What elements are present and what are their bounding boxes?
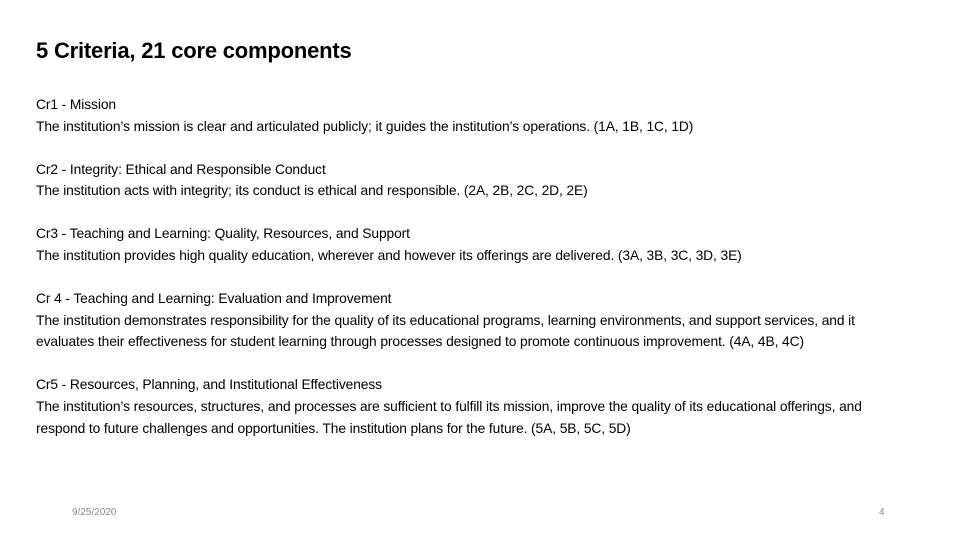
criterion-description: The institution’s resources, structures, and processes are sufficient to fulfill its mission, improve the quality of its educational offerings, and respond to future challenges and opportunities. The institution plans for the future. (5A, 5B, 5C, 5D) <box>36 398 862 436</box>
criterion-heading: Cr5 - Resources, Planning, and Institutional Effectiveness <box>36 377 382 393</box>
criterion-4 <box>36 288 866 353</box>
slide-title: 5 Criteria, 21 core components <box>36 38 352 63</box>
criterion-description: The institution acts with integrity; its conduct is ethical and responsible. (2A, 2B, 2C, 2D, 2E) <box>36 183 588 199</box>
criterion-heading: Cr1 - Mission <box>36 97 116 112</box>
criterion-description: The institution’s mission is clear and articulated publicly; it guides the institution’s operations. (1A, 1B, 1C, 1D) <box>36 118 694 134</box>
criterion-3 <box>36 223 866 266</box>
criterion-description: The institution provides high quality education, wherever and however its offerings are delivered. (3A, 3B, 3C, 3D, 3E) <box>36 247 742 263</box>
criteria-list <box>36 94 866 461</box>
page-number: 4 <box>879 507 885 518</box>
criterion-heading: Cr2 - Integrity: Ethical and Responsible Conduct <box>36 161 326 177</box>
criterion-heading: Cr 4 - Teaching and Learning: Evaluation and Improvement <box>36 291 392 307</box>
criterion-5 <box>36 374 866 439</box>
criterion-heading: Cr3 - Teaching and Learning: Quality, Resources, and Support <box>36 226 410 242</box>
footer-date: 9/25/2020 <box>72 507 117 518</box>
criterion-description: The institution demonstrates responsibility for the quality of its educational programs, learning environments, and support services, and it evaluates their effectiveness for student learning through processes designed to promote continuous improvement. (4A, 4B, 4C) <box>36 312 855 350</box>
criterion-1 <box>36 94 866 137</box>
criterion-2 <box>36 159 866 202</box>
